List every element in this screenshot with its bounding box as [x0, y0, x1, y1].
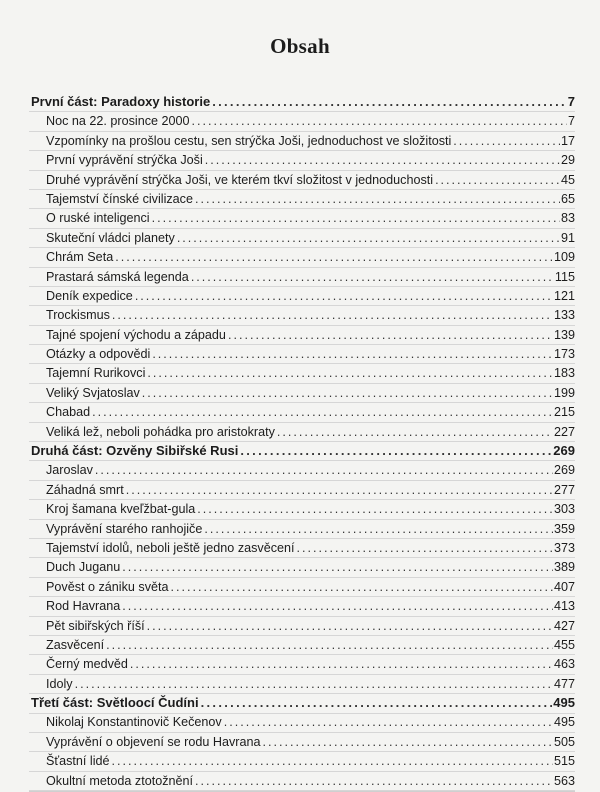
chapter-title: Skuteční vládci planety	[46, 230, 175, 245]
toc-entry-row	[29, 345, 575, 364]
chapter-title: O ruské inteligenci	[46, 211, 150, 226]
page-number: 65	[560, 191, 575, 206]
dot-leader	[240, 442, 552, 460]
page-number: 515	[553, 754, 575, 769]
dot-leader	[195, 772, 553, 790]
dot-leader	[142, 384, 553, 402]
page-title: Obsah	[270, 34, 330, 58]
toc-entry-row	[29, 733, 575, 752]
chapter-title: Chrám Seta	[46, 250, 114, 265]
chapter-title: Chabad	[46, 405, 91, 420]
toc-entry-row	[29, 520, 575, 539]
chapter-title: Tajemní Rurikovci	[46, 366, 146, 381]
dot-leader	[112, 752, 553, 770]
dot-leader	[135, 287, 553, 305]
page-number: 389	[553, 560, 575, 575]
toc-entry-row	[29, 772, 575, 791]
page-number: 215	[553, 405, 575, 420]
chapter-title: Veliká lež, neboli pohádka pro aristokraty	[46, 424, 275, 439]
page-number: 133	[553, 308, 575, 323]
toc-entry-row	[29, 578, 575, 597]
page-number: 91	[560, 230, 575, 245]
chapter-title: Duch Juganu	[46, 560, 121, 575]
toc-entry-row	[29, 403, 575, 422]
chapter-title: Veliký Svjatoslav	[46, 385, 140, 400]
chapter-title: Druhé vyprávění strýčka Joši, ve kterém tkví složitost v jednoduchosti	[46, 172, 434, 187]
chapter-title: Trockismus	[46, 308, 110, 323]
page-number: 7	[567, 114, 575, 129]
section-title: První část: Paradoxy historie	[31, 93, 211, 109]
page-number: 505	[553, 734, 575, 749]
page-number: 563	[553, 773, 575, 788]
chapter-title: Černý medvěd	[46, 657, 128, 672]
chapter-title: Otázky a odpovědi	[46, 347, 151, 362]
dot-leader	[122, 597, 553, 615]
toc-entry-row	[29, 326, 575, 345]
dot-leader	[177, 229, 560, 247]
page-number: 45	[560, 172, 575, 187]
chapter-title: Pověst o zániku světa	[46, 579, 169, 594]
toc-entry-row	[29, 597, 575, 616]
toc-entry-row	[29, 132, 575, 151]
toc-entry-row	[29, 539, 575, 558]
chapter-title: Šťastní lidé	[46, 754, 110, 769]
toc-entry-row	[29, 112, 575, 131]
chapter-title: Nikolaj Konstantinovič Kečenov	[46, 715, 222, 730]
section-title: Druhá část: Ozvěny Sibiřské Rusi	[31, 443, 239, 459]
toc-entry-row	[29, 714, 575, 733]
toc-entry-row	[29, 675, 575, 694]
toc-entry-row	[29, 268, 575, 287]
chapter-title: Tajemství idolů, neboli ještě jedno zasvěcení	[46, 540, 295, 555]
page-number: 455	[553, 637, 575, 652]
toc-entry-row	[29, 384, 575, 403]
toc-entry-row	[29, 151, 575, 170]
toc-entry-row	[29, 287, 575, 306]
toc-entry-row	[29, 423, 575, 442]
page-number: 173	[553, 347, 575, 362]
page-number: 413	[553, 599, 575, 614]
chapter-title: Pět sibiřských říší	[46, 618, 145, 633]
dot-leader	[262, 733, 553, 751]
toc-entry-row	[29, 306, 575, 325]
toc-entry-row	[29, 500, 575, 519]
dot-leader	[152, 209, 560, 227]
dot-leader	[201, 694, 553, 712]
dot-leader	[130, 655, 553, 673]
dot-leader	[152, 345, 553, 363]
page-number: 407	[553, 579, 575, 594]
page-number: 83	[560, 211, 575, 226]
dot-leader	[212, 93, 567, 111]
chapter-title: Okultní metoda ztotožnění	[46, 773, 194, 788]
chapter-title: Prastará sámská legenda	[46, 269, 189, 284]
dot-leader	[95, 461, 553, 479]
page-number: 303	[553, 502, 575, 517]
page-number: 139	[553, 327, 575, 342]
dot-leader	[122, 558, 553, 576]
dot-leader	[106, 636, 553, 654]
chapter-title: Záhadná smrt	[46, 482, 124, 497]
dot-leader	[277, 423, 553, 441]
dot-leader	[197, 500, 553, 518]
toc-entry-row	[29, 636, 575, 655]
page-number: 373	[553, 540, 575, 555]
page-number: 121	[553, 288, 575, 303]
chapter-title: Tajemství čínské civilizace	[46, 191, 193, 206]
chapter-title: První vyprávění strýčka Joši	[46, 153, 203, 168]
toc-entry-row	[29, 655, 575, 674]
page-number: 183	[553, 366, 575, 381]
toc-entry-row	[29, 209, 575, 228]
page-number: 17	[560, 133, 575, 148]
toc-entry-row	[29, 229, 575, 248]
dot-leader	[297, 539, 553, 557]
chapter-title: Vzpomínky na prošlou cestu, sen strýčka Joši, jednoduchost ve složitosti	[46, 133, 452, 148]
page-number: 463	[553, 657, 575, 672]
chapter-title: Vyprávění starého ranhojiče	[46, 521, 203, 536]
page-number: 7	[567, 93, 575, 109]
page-number: 227	[553, 424, 575, 439]
chapter-title: Vyprávění o objevení se rodu Havrana	[46, 734, 261, 749]
toc-entry-row	[29, 190, 575, 209]
dot-leader	[204, 520, 553, 538]
page-number: 277	[553, 482, 575, 497]
table-of-contents	[29, 93, 575, 792]
chapter-title: Noc na 22. prosince 2000	[46, 114, 190, 129]
dot-leader	[115, 248, 553, 266]
section-heading-row	[29, 442, 575, 461]
chapter-title: Tajné spojení východu a západu	[46, 327, 226, 342]
toc-entry-row	[29, 461, 575, 480]
page-number: 495	[553, 715, 575, 730]
dot-leader	[224, 714, 553, 732]
chapter-title: Deník expedice	[46, 288, 133, 303]
toc-entry-row	[29, 752, 575, 771]
page-number: 495	[553, 695, 575, 711]
section-heading-row	[29, 93, 575, 112]
dot-leader	[205, 151, 560, 169]
dot-leader	[171, 578, 553, 596]
dot-leader	[92, 403, 553, 421]
page-number: 269	[553, 463, 575, 478]
dot-leader	[75, 675, 553, 693]
dot-leader	[435, 171, 560, 189]
dot-leader	[191, 268, 554, 286]
dot-leader	[192, 112, 567, 130]
page-number: 359	[553, 521, 575, 536]
dot-leader	[228, 326, 553, 344]
page-number: 269	[553, 443, 575, 459]
section-title: Třetí část: Světloocí Čudíni	[31, 695, 199, 711]
dot-leader	[112, 306, 553, 324]
page-number: 115	[554, 269, 575, 284]
page-number: 427	[553, 618, 575, 633]
dot-leader	[195, 190, 560, 208]
page-number: 109	[553, 250, 575, 265]
dot-leader	[126, 481, 553, 499]
chapter-title: Kroj šamana kveľžbat-gula	[46, 502, 196, 517]
chapter-title: Idoly	[46, 676, 73, 691]
toc-entry-row	[29, 481, 575, 500]
toc-entry-row	[29, 364, 575, 383]
chapter-title: Jaroslav	[46, 463, 93, 478]
toc-entry-row	[29, 171, 575, 190]
chapter-title: Zasvěcení	[46, 637, 105, 652]
dot-leader	[453, 132, 560, 150]
page-number: 29	[560, 153, 575, 168]
page-number: 477	[553, 676, 575, 691]
toc-entry-row	[29, 617, 575, 636]
dot-leader	[147, 617, 553, 635]
section-heading-row	[29, 694, 575, 713]
page-number: 199	[553, 385, 575, 400]
toc-entry-row	[29, 558, 575, 577]
toc-entry-row	[29, 248, 575, 267]
chapter-title: Rod Havrana	[46, 599, 121, 614]
dot-leader	[147, 364, 553, 382]
